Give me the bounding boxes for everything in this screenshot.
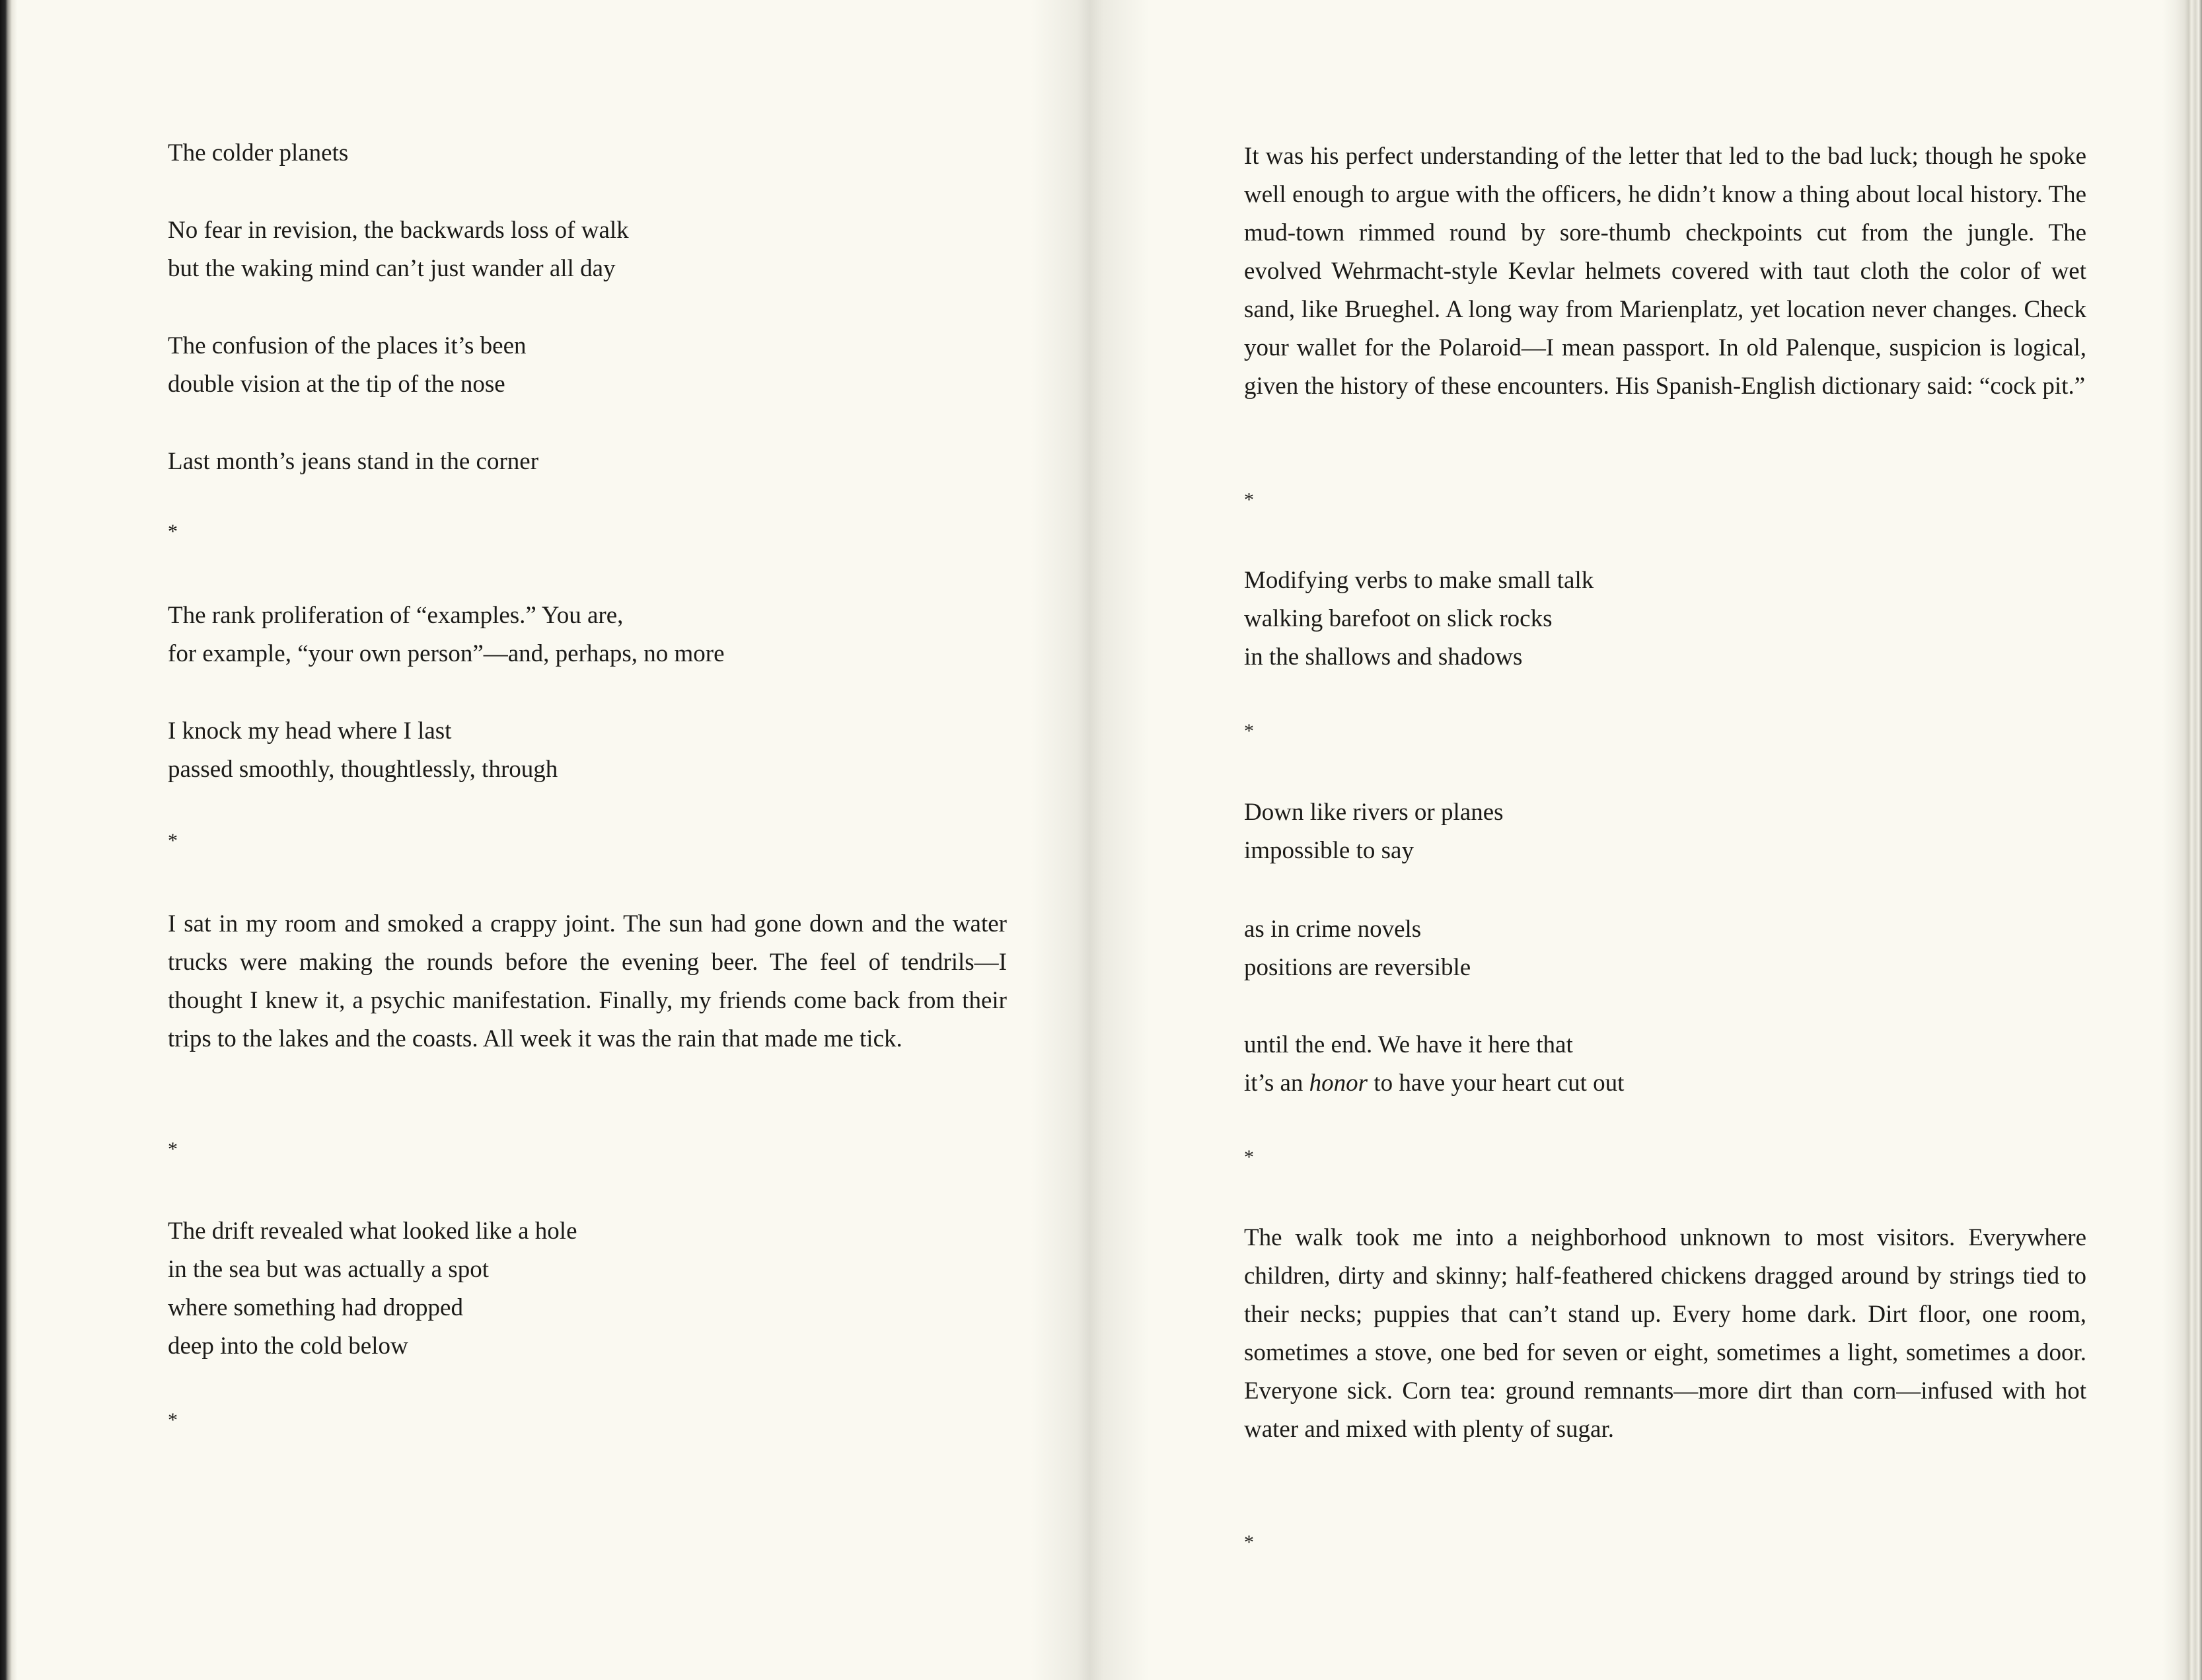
verse-line: impossible to say bbox=[1244, 837, 1414, 864]
right-page bbox=[1244, 0, 2086, 1680]
verse-line: Down like rivers or planes bbox=[1244, 799, 1504, 826]
verse-text: it’s an bbox=[1244, 1070, 1309, 1097]
prose-paragraph: The walk took me into a neighborhood unknown to most visitors. Everywhere children, dirty and skinny; half-feathered chickens dragged around by strings tied to their necks; puppies that can’t stand up. Every home dark. Dirt floor, one room, sometimes a stove, one bed for seven or eight, sometimes a light, sometimes a door. Everyone sick. Corn tea: ground remnants—more dirt than corn—infused with hot water and mixed with plenty of sugar. bbox=[1244, 1224, 2086, 1443]
verse-line: Last month’s jeans stand in the corner bbox=[168, 448, 539, 475]
verse-line: for example, “your own person”—and, perhaps, no more bbox=[168, 640, 725, 667]
prose-paragraph: I sat in my room and smoked a crappy joint. The sun had gone down and the water trucks were making the rounds before the evening beer. The feel of tendrils—I thought I knew it, a psychic manifestation. Finally, my friends come back from their trips to the lakes and the coasts. All week it was the rain that made me tick. bbox=[168, 910, 1007, 1052]
verse-line: The rank proliferation of “examples.” You are, bbox=[168, 602, 624, 629]
stanza bbox=[1244, 1026, 1624, 1103]
book-gutter bbox=[1031, 0, 1150, 1680]
prose-paragraph: It was his perfect understanding of the letter that led to the bad luck; though he spoke well enough to argue with the officers, he didn’t know a thing about local history. The mud-town rimmed round by sore-thumb checkpoints cut from the jungle. The evolved Wehrmacht-style Kevlar helmets covered with taut cloth the color of wet sand, like Brueghel. A long way from Marienplatz, yet location never changes. Check your wallet for the Polaroid—I mean passport. In old Palenque, suspicion is logical, given the history of these encounters. His Spanish-English dictionary said: “cock pit.” bbox=[1244, 143, 2086, 400]
verse-line: No fear in revision, the backwards loss of walk bbox=[168, 217, 629, 244]
verse-line: positions are reversible bbox=[1244, 954, 1471, 981]
verse-text: to have your heart cut out bbox=[1368, 1070, 1625, 1097]
verse-line: I knock my head where I last bbox=[168, 717, 452, 745]
verse-line: where something had dropped bbox=[168, 1294, 463, 1321]
left-page bbox=[168, 0, 1027, 1680]
verse-line: in the shallows and shadows bbox=[1244, 643, 1523, 671]
verse-line: The confusion of the places it’s been bbox=[168, 332, 527, 359]
verse-line: until the end. We have it here that bbox=[1244, 1031, 1573, 1058]
verse-line: The drift revealed what looked like a hole bbox=[168, 1218, 577, 1245]
section-separator: * bbox=[168, 521, 178, 542]
emphasized-word: honor bbox=[1309, 1070, 1368, 1097]
title-line: The colder planets bbox=[168, 139, 349, 166]
stanza bbox=[1244, 793, 1504, 870]
stanza bbox=[168, 327, 527, 404]
verse-line: passed smoothly, thoughtlessly, through bbox=[168, 756, 558, 783]
verse-line: double vision at the tip of the nose bbox=[168, 371, 505, 398]
section-separator: * bbox=[168, 1138, 178, 1160]
page-stack-edge bbox=[2162, 0, 2202, 1680]
verse-line: as in crime novels bbox=[1244, 916, 1422, 943]
section-separator: * bbox=[1244, 1531, 1254, 1553]
section-separator: * bbox=[1244, 1146, 1254, 1168]
verse-line bbox=[1244, 1064, 1624, 1103]
verse-line: in the sea but was actually a spot bbox=[168, 1256, 490, 1283]
stanza bbox=[168, 1212, 577, 1366]
verse-line: but the waking mind can’t just wander all day bbox=[168, 255, 616, 282]
stanza bbox=[168, 443, 538, 481]
stanza bbox=[1244, 562, 1594, 676]
section-separator: * bbox=[168, 1409, 178, 1431]
poem-title bbox=[168, 134, 348, 172]
stanza bbox=[168, 712, 558, 789]
verse-line: walking barefoot on slick rocks bbox=[1244, 605, 1553, 632]
stanza bbox=[168, 211, 629, 288]
stanza bbox=[168, 597, 725, 673]
section-separator: * bbox=[1244, 720, 1254, 742]
section-separator: * bbox=[168, 830, 178, 852]
stanza bbox=[1244, 910, 1471, 987]
verse-line: Modifying verbs to make small talk bbox=[1244, 567, 1594, 594]
section-separator: * bbox=[1244, 489, 1254, 511]
verse-line: deep into the cold below bbox=[168, 1333, 408, 1360]
book-binding-edge bbox=[0, 0, 17, 1680]
